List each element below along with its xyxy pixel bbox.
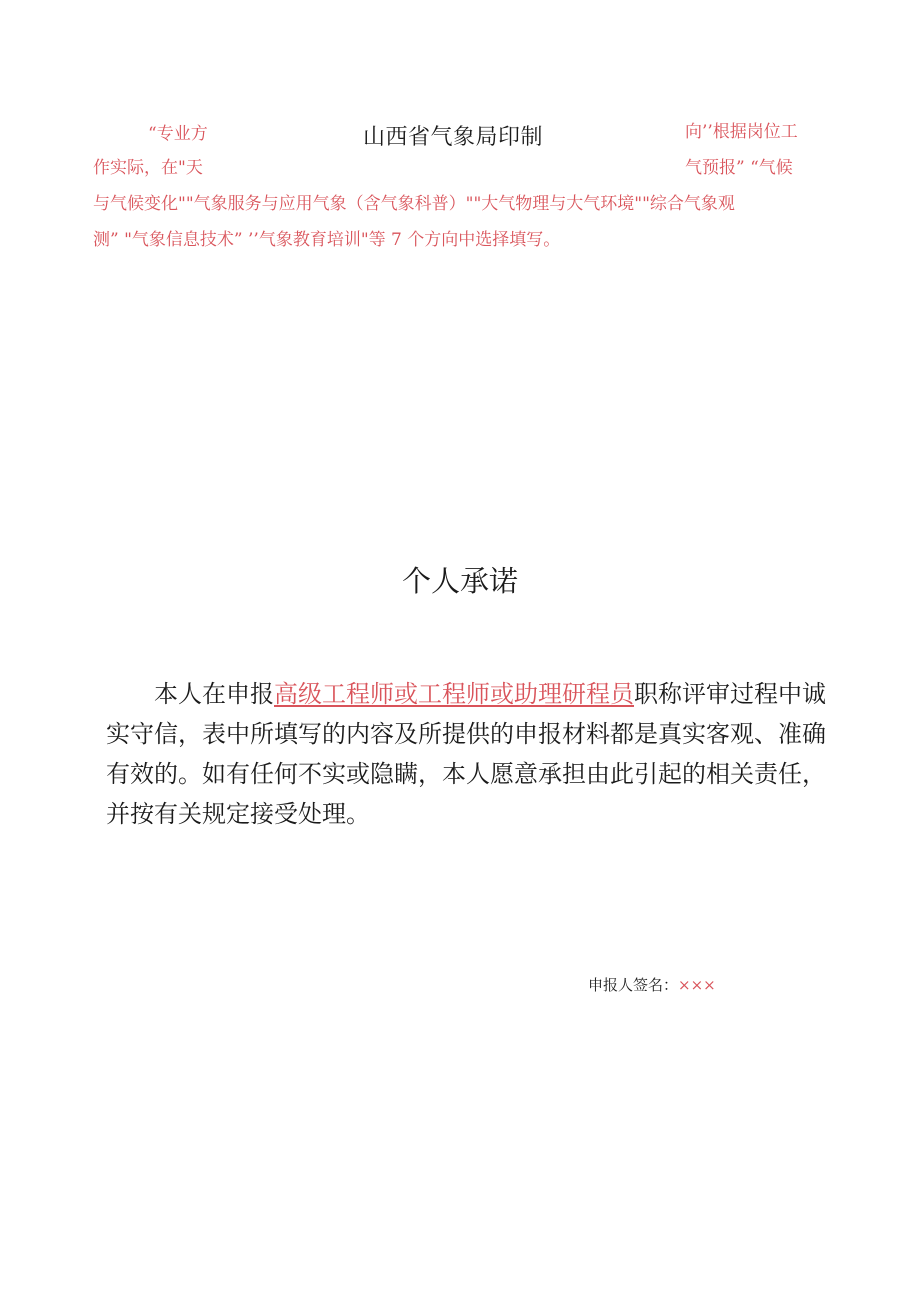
commitment-body: 职称评审过程中诚实守信，表中所填写的内容及所提供的申报材料都是真实客观、准确有效的。如有任何不实或隐瞒，本人愿意承担由此引起的相关责任，并按有关规定接受处理。 <box>106 680 826 828</box>
instruction-note-left-line1: “专业方 <box>148 124 208 144</box>
signature-field[interactable]: ××× <box>678 976 716 994</box>
instruction-note-right-line2: 气预报” “气候 <box>685 158 793 178</box>
signature-label: 申报人签名： <box>588 976 679 994</box>
instruction-note-left-line2: 作实际，在"天 <box>93 158 203 178</box>
instruction-note-line4: 测” "气象信息技术” ’’气象教育培训"等 7 个方向中选择填写。 <box>93 230 561 250</box>
commitment-title: 个人承诺 <box>401 564 518 598</box>
printer-label: 山西省气象局印制 <box>363 125 544 150</box>
commitment-prefix: 本人在申报 <box>154 680 274 708</box>
instruction-note-right-line1: 向’’根据岗位工 <box>685 122 798 142</box>
commitment-paragraph <box>106 674 836 834</box>
signature-line <box>588 975 716 995</box>
instruction-note-line3: 与气候变化""气象服务与应用气象（含气象科普）""大气物理与大气环境""综合气象观 <box>93 194 735 214</box>
title-field[interactable]: 高级工程师或工程师或助理研程员 <box>274 680 634 708</box>
